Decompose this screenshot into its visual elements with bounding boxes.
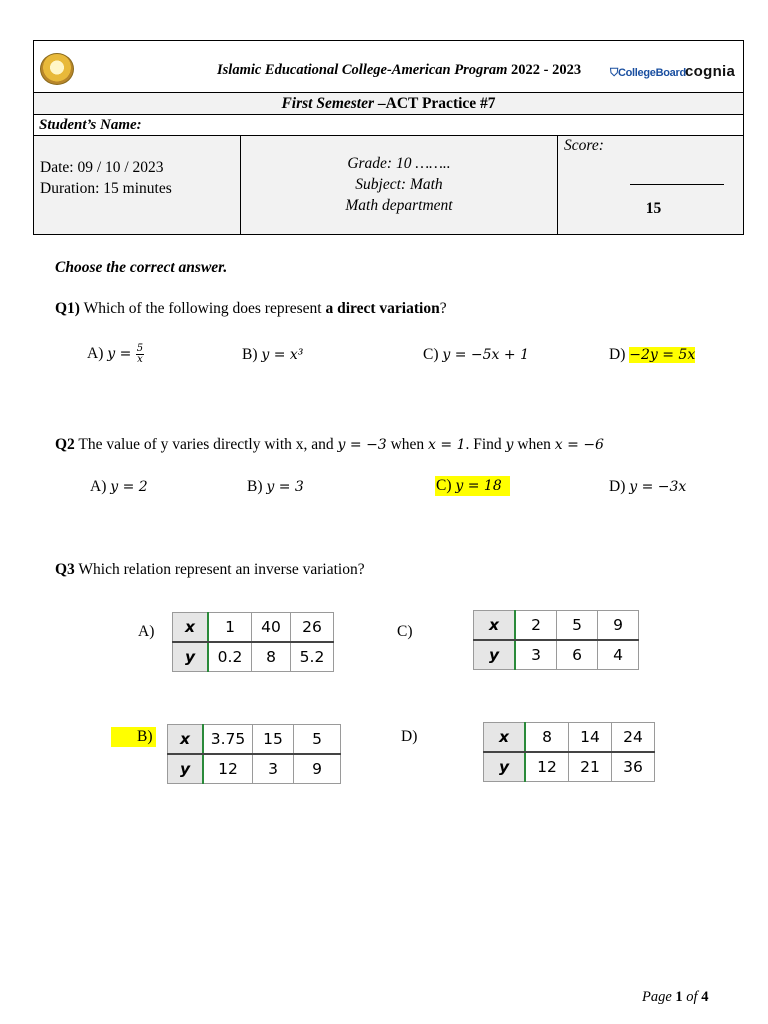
- school-years: 2022 - 2023: [511, 62, 582, 78]
- q3-table-d: x 8 14 24 y 12 21 36: [483, 722, 655, 782]
- q2-option-a: A) y = 2: [90, 478, 148, 495]
- semester-row: [34, 93, 743, 115]
- q3-table-b: x 3.75 15 5 y 12 3 9: [167, 724, 341, 784]
- cognia-logo: cognia: [685, 63, 736, 80]
- header-title-row: [34, 41, 743, 93]
- school-logo-icon: [40, 53, 74, 85]
- course-info: [241, 153, 557, 216]
- score-label: Score:: [564, 137, 604, 154]
- fraction: $\frac{5}{x}$: [136, 343, 144, 365]
- q2-prompt: Q2 The value of y varies directly with x, and y = −3 when x = 1. Find y when x = −6: [55, 436, 604, 453]
- q1-option-c: C) y = −5x + 1: [423, 346, 529, 363]
- q1-prompt: Q1) Which of the following does represent a direct variation?: [55, 300, 447, 317]
- q3-number: Q3: [55, 561, 75, 578]
- q1-option-d: D) −2y = 5x: [609, 346, 696, 363]
- header-table: [33, 40, 744, 235]
- semester-title: First Semester –ACT Practice #7: [281, 95, 496, 112]
- q3-label-b: B): [111, 727, 156, 747]
- collegeboard-logo: ⛉CollegeBoard: [610, 67, 686, 79]
- collegeboard-acorn-icon: ⛉: [610, 67, 618, 79]
- subject-text: Subject: Math: [355, 176, 443, 193]
- q1-option-a: A) y = $\frac{5}{x}$: [87, 343, 144, 365]
- score-blank-line: [630, 184, 724, 185]
- grade-text: Grade: 10 ……..: [347, 155, 451, 172]
- highlighted-answer: y = 18: [455, 478, 502, 494]
- q3-label-c: C): [397, 623, 413, 640]
- student-name-row: [34, 115, 743, 136]
- department-text: Math department: [345, 197, 453, 214]
- q3-label-a: A): [138, 623, 155, 640]
- divider: [557, 136, 558, 234]
- q3-table-a: x 1 40 26 y 0.2 8 5.2: [172, 612, 334, 672]
- exam-date: Date: 09 / 10 / 2023: [40, 159, 164, 176]
- details-row: [34, 136, 743, 234]
- q1-number: Q1): [55, 300, 80, 317]
- date-duration: [40, 157, 172, 199]
- q3-prompt: Q3 Which relation represent an inverse variation?: [55, 561, 365, 578]
- q2-number: Q2: [55, 436, 75, 453]
- score-total: 15: [645, 200, 662, 217]
- highlighted-answer: −2y = 5x: [629, 347, 696, 363]
- student-name-label: Student’s Name:: [39, 117, 142, 133]
- q3-label-d: D): [401, 728, 418, 745]
- exam-duration: Duration: 15 minutes: [40, 180, 172, 197]
- school-name: Islamic Educational College-American Program 2022 - 2023: [217, 62, 582, 78]
- instructions: Choose the correct answer.: [55, 259, 228, 276]
- q2-option-c: C) y = 18: [435, 476, 510, 496]
- q3-table-c: x 2 5 9 y 3 6 4: [473, 610, 639, 670]
- q2-option-d: D) y = −3x: [609, 478, 687, 495]
- q2-option-b: B) y = 3: [247, 478, 304, 495]
- page-number: Page 1 of 4: [642, 989, 709, 1005]
- q1-option-b: B) y = x³: [242, 346, 304, 363]
